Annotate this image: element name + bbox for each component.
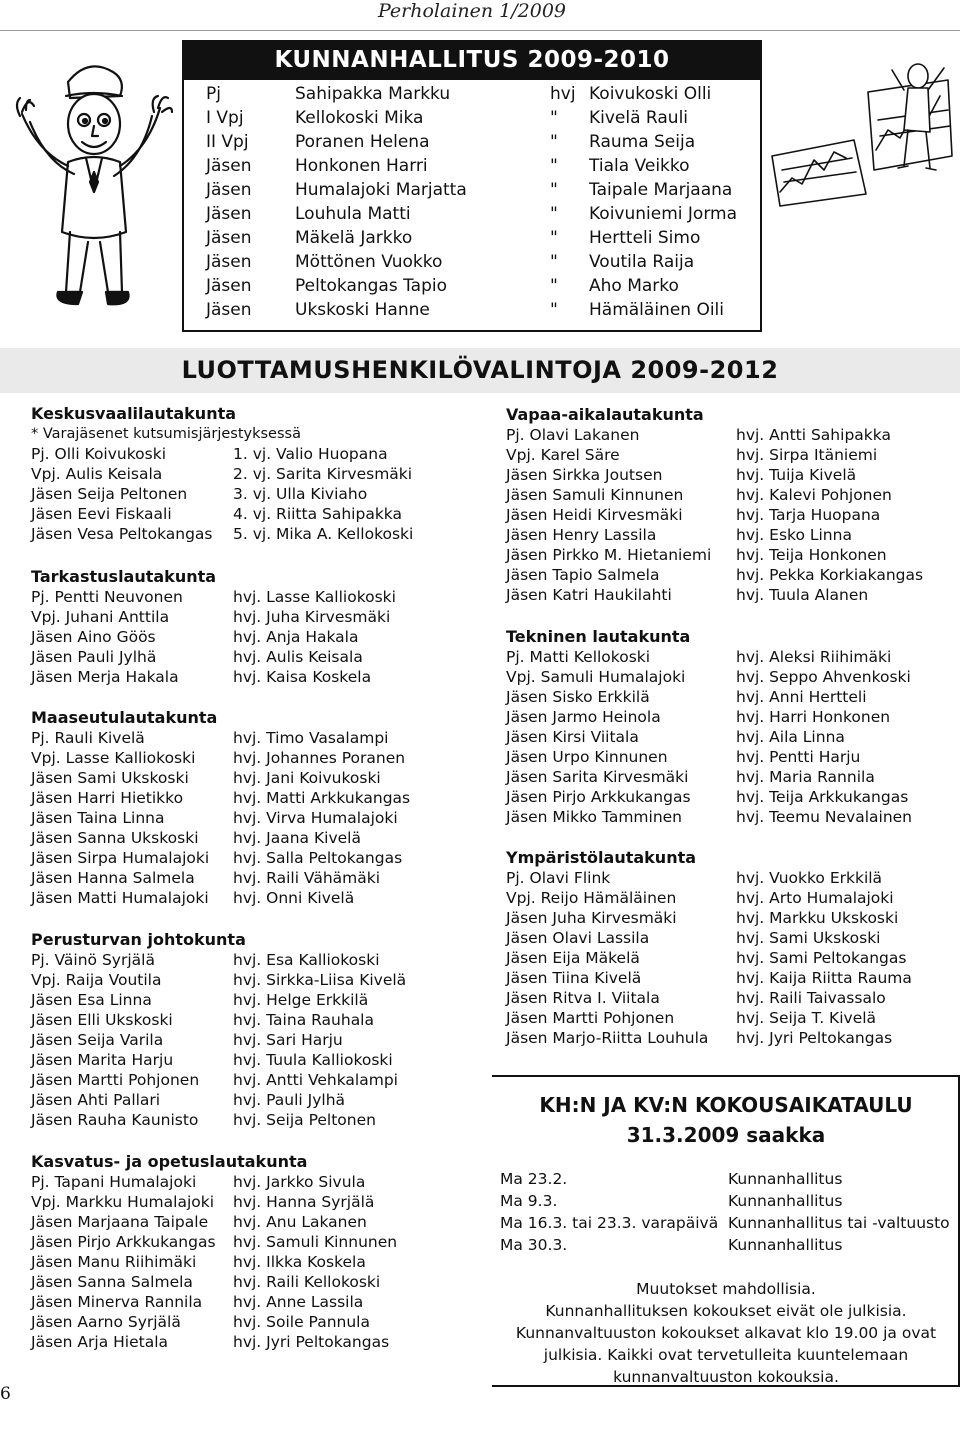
member: Vpj. Markku Humalajoki <box>31 1193 215 1211</box>
member-substitute: Kivelä Rauli <box>589 108 689 128</box>
committee-member-row <box>31 1172 491 1192</box>
committee-title: Tekninen lautakunta <box>506 627 691 646</box>
deputy: hvj. Sami Ukskoski <box>736 929 881 947</box>
member-name: Peltokangas Tapio <box>295 276 448 296</box>
committee-title: Maaseutulautakunta <box>31 708 218 727</box>
committee-member-row <box>506 727 956 747</box>
committee-member-row <box>506 888 956 908</box>
deputy: hvj. Aulis Keisala <box>233 648 363 666</box>
deputy: hvj. Jani Koivukoski <box>233 769 381 787</box>
deputy: hvj. Sami Peltokangas <box>736 949 907 967</box>
member: Pj. Pentti Neuvonen <box>31 588 183 606</box>
member-row <box>182 154 762 178</box>
schedule-date: Ma 16.3. tai 23.3. varapäivä <box>500 1214 719 1232</box>
member: Jäsen Sami Ukskoski <box>31 769 189 787</box>
committee-perusturvan-johtokunta <box>31 930 491 1130</box>
member-substitute: Taipale Marjaana <box>589 180 733 200</box>
publication-header: Perholainen 1/2009 <box>377 0 566 22</box>
member: Jäsen Eija Mäkelä <box>506 949 640 967</box>
schedule-note-line: Kunnanvaltuuston kokoukset alkavat klo 19.00 ja ovat <box>515 1324 937 1342</box>
committee-member-row <box>506 928 956 948</box>
committee-member-row <box>506 445 956 465</box>
member: Jäsen Esa Linna <box>31 991 152 1009</box>
deputy: hvj. Anne Lassila <box>233 1293 364 1311</box>
kunnanhallitus-title: KUNNANHALLITUS 2009-2010 <box>182 40 762 80</box>
deputy: hvj. Kalevi Pohjonen <box>736 486 892 504</box>
deputy: hvj. Tarja Huopana <box>736 506 881 524</box>
committee-member-row <box>31 1050 491 1070</box>
committee-member-row <box>506 1028 956 1048</box>
deputy: hvj. Anja Hakala <box>233 628 359 646</box>
committee-member-row <box>31 888 491 908</box>
committee-member-row <box>506 747 956 767</box>
member: Jäsen Tapio Salmela <box>506 566 660 584</box>
committee-member-row <box>31 728 491 748</box>
member: Jäsen Olavi Lassila <box>506 929 650 947</box>
member-substitute: Hämäläinen Oili <box>589 300 725 320</box>
committee-member-row <box>31 788 491 808</box>
committee-member-row <box>31 1090 491 1110</box>
member-hvj: " <box>550 276 558 296</box>
deputy: hvj. Jarkko Sivula <box>233 1173 366 1191</box>
committee-keskusvaalilautakunta <box>31 404 491 544</box>
committee-member-row <box>506 807 956 827</box>
committee-title: Perusturvan johtokunta <box>31 930 246 949</box>
member: Jäsen Seija Peltonen <box>31 485 188 503</box>
committee-tarkastuslautakunta <box>31 567 491 687</box>
schedule-note-line: julkisia. Kaikki ovat tervetulleita kuuntelemaan <box>543 1346 909 1364</box>
member: Jäsen Pirjo Arkkukangas <box>31 1233 216 1251</box>
deputy: hvj. Raili Vähämäki <box>233 869 381 887</box>
member: Jäsen Rauha Kaunisto <box>31 1111 199 1129</box>
schedule-note-line: Kunnanhallituksen kokoukset eivät ole julkisia. <box>545 1302 907 1320</box>
member: Jäsen Sanna Ukskoski <box>31 829 199 847</box>
member: Jäsen Jarmo Heinola <box>506 708 661 726</box>
schedule-body: Kunnanhallitus <box>728 1170 843 1188</box>
member-role: Jäsen <box>206 204 252 224</box>
member: Jäsen Elli Ukskoski <box>31 1011 173 1029</box>
committee-member-row <box>31 970 491 990</box>
committee-member-row <box>506 787 956 807</box>
committee-member-row <box>506 505 956 525</box>
committee-member-row <box>31 444 491 464</box>
member-hvj: " <box>550 228 558 248</box>
deputy: hvj. Johannes Poranen <box>233 749 406 767</box>
deputy: hvj. Maria Rannila <box>736 768 875 786</box>
schedule-row <box>500 1212 960 1234</box>
deputy: hvj. Sirkka-Liisa Kivelä <box>233 971 407 989</box>
member: Jäsen Kirsi Viitala <box>506 728 639 746</box>
member-name: Ukskoski Hanne <box>295 300 430 320</box>
member-role: Jäsen <box>206 300 252 320</box>
member: Vpj. Aulis Keisala <box>31 465 163 483</box>
schedule-body: Kunnanhallitus <box>728 1236 843 1254</box>
committee-member-row <box>31 748 491 768</box>
deputy: hvj. Onni Kivelä <box>233 889 355 907</box>
deputy: hvj. Timo Vasalampi <box>233 729 389 747</box>
schedule-row <box>500 1168 960 1190</box>
deputy: hvj. Tuija Kivelä <box>736 466 857 484</box>
member-hvj: hvj <box>550 84 576 104</box>
deputy: hvj. Sirpa Itäniemi <box>736 446 878 464</box>
committee-title: Kasvatus- ja opetuslautakunta <box>31 1152 308 1171</box>
schedule-title <box>492 1090 960 1150</box>
committee-member-row <box>31 647 491 667</box>
member: Jäsen Sarita Kirvesmäki <box>506 768 689 786</box>
cartoon-man-illustration <box>8 52 178 320</box>
committee-member-row <box>31 768 491 788</box>
committee-member-row <box>31 607 491 627</box>
page-number: 6 <box>0 1384 11 1404</box>
member-name: Humalajoki Marjatta <box>295 180 467 200</box>
member: Jäsen Pauli Jylhä <box>31 648 157 666</box>
member: Vpj. Juhani Anttila <box>31 608 170 626</box>
deputy: hvj. Teemu Nevalainen <box>736 808 913 826</box>
deputy: hvj. Aleksi Riihimäki <box>736 648 892 666</box>
member: Jäsen Harri Hietikko <box>31 789 184 807</box>
committee-member-row <box>31 808 491 828</box>
member-row <box>182 82 762 106</box>
member: Jäsen Marjo-Riitta Louhula <box>506 1029 709 1047</box>
committee-member-row <box>506 485 956 505</box>
committee-member-row <box>506 868 956 888</box>
member-hvj: " <box>550 252 558 272</box>
member: Pj. Rauli Kivelä <box>31 729 145 747</box>
member-hvj: " <box>550 108 558 128</box>
deputy: hvj. Aila Linna <box>736 728 845 746</box>
committee-member-row <box>506 968 956 988</box>
deputy: hvj. Antti Vehkalampi <box>233 1071 398 1089</box>
member: Jäsen Sirpa Humalajoki <box>31 849 210 867</box>
deputy: hvj. Kaisa Koskela <box>233 668 372 686</box>
committee-member-row <box>31 1010 491 1030</box>
deputy: hvj. Anu Lakanen <box>233 1213 367 1231</box>
deputy: hvj. Ilkka Koskela <box>233 1253 366 1271</box>
deputy: hvj. Soile Pannula <box>233 1313 370 1331</box>
member: Pj. Tapani Humalajoki <box>31 1173 197 1191</box>
deputy: hvj. Seppo Ahvenkoski <box>736 668 911 686</box>
member: Jäsen Martti Pohjonen <box>506 1009 675 1027</box>
member-role: II Vpj <box>206 132 249 152</box>
committee-member-row <box>31 1070 491 1090</box>
member: Jäsen Mikko Tamminen <box>506 808 683 826</box>
member-role: Jäsen <box>206 252 252 272</box>
schedule-body: Kunnanhallitus <box>728 1192 843 1210</box>
committee-member-row <box>31 828 491 848</box>
member-role: Jäsen <box>206 180 252 200</box>
member-substitute: Hertteli Simo <box>589 228 701 248</box>
schedule-notes <box>492 1278 960 1388</box>
committee-member-row <box>506 687 956 707</box>
member-name: Sahipakka Markku <box>295 84 451 104</box>
deputy: hvj. Pauli Jylhä <box>233 1091 346 1109</box>
committee-member-row <box>31 1212 491 1232</box>
member: Jäsen Pirkko M. Hietaniemi <box>506 546 712 564</box>
member: Vpj. Reijo Hämäläinen <box>506 889 677 907</box>
deputy: hvj. Seija Peltonen <box>233 1111 376 1129</box>
deputy: hvj. Jyri Peltokangas <box>233 1333 390 1351</box>
member-role: Jäsen <box>206 156 252 176</box>
member: Jäsen Manu Riihimäki <box>31 1253 197 1271</box>
member-name: Mäkelä Jarkko <box>295 228 413 248</box>
deputy: hvj. Anni Hertteli <box>736 688 867 706</box>
member: Pj. Väinö Syrjälä <box>31 951 155 969</box>
member: Vpj. Lasse Kalliokoski <box>31 749 196 767</box>
section-title: LUOTTAMUSHENKILÖVALINTOJA 2009-2012 <box>181 356 779 384</box>
deputy: 3. vj. Ulla Kiviaho <box>233 485 368 503</box>
member: Vpj. Samuli Humalajoki <box>506 668 686 686</box>
chart-man-illustration <box>768 60 956 210</box>
deputy: 4. vj. Riitta Sahipakka <box>233 505 402 523</box>
member-name: Möttönen Vuokko <box>295 252 443 272</box>
member-role: Jäsen <box>206 276 252 296</box>
member-row <box>182 226 762 250</box>
committee-member-row <box>506 667 956 687</box>
committee-note: * Varajäsenet kutsumisjärjestyksessä <box>31 426 301 442</box>
committee-ymparistolautakunta <box>506 848 956 1048</box>
deputy: hvj. Sari Harju <box>233 1031 343 1049</box>
member-role: Pj <box>206 84 221 104</box>
committee-tekninen-lautakunta <box>506 627 956 827</box>
deputy: hvj. Jyri Peltokangas <box>736 1029 893 1047</box>
committee-member-row <box>506 948 956 968</box>
member-row <box>182 106 762 130</box>
schedule-note-line: kunnanvaltuuston kokouksia. <box>613 1368 839 1386</box>
deputy: hvj. Hanna Syrjälä <box>233 1193 375 1211</box>
schedule-row <box>500 1190 960 1212</box>
deputy: hvj. Raili Kellokoski <box>233 1273 381 1291</box>
member-role: I Vpj <box>206 108 244 128</box>
deputy: hvj. Virva Humalajoki <box>233 809 398 827</box>
committee-member-row <box>31 990 491 1010</box>
member-name: Louhula Matti <box>295 204 411 224</box>
committee-member-row <box>31 1272 491 1292</box>
committee-member-row <box>31 504 491 524</box>
committee-member-row <box>506 545 956 565</box>
deputy: hvj. Harri Honkonen <box>736 708 891 726</box>
committee-kasvatus-ja-opetuslautakunta <box>31 1152 491 1352</box>
member-substitute: Koivuniemi Jorma <box>589 204 737 224</box>
committee-member-row <box>31 464 491 484</box>
member: Jäsen Ritva I. Viitala <box>506 989 660 1007</box>
schedule-row <box>500 1234 960 1256</box>
deputy: hvj. Markku Ukskoski <box>736 909 899 927</box>
deputy: hvj. Raili Taivassalo <box>736 989 886 1007</box>
member-substitute: Koivukoski Olli <box>589 84 712 104</box>
member: Jäsen Minerva Rannila <box>31 1293 203 1311</box>
member-substitute: Rauma Seija <box>589 132 696 152</box>
deputy: hvj. Vuokko Erkkilä <box>736 869 883 887</box>
member: Jäsen Urpo Kinnunen <box>506 748 668 766</box>
member: Vpj. Raija Voutila <box>31 971 162 989</box>
deputy: hvj. Teija Honkonen <box>736 546 887 564</box>
committee-member-row <box>31 1332 491 1352</box>
committee-member-row <box>31 524 491 544</box>
member: Jäsen Marjaana Taipale <box>31 1213 209 1231</box>
committee-member-row <box>506 565 956 585</box>
deputy: hvj. Kaija Riitta Rauma <box>736 969 912 987</box>
committee-member-row <box>31 868 491 888</box>
deputy: 5. vj. Mika A. Kellokoski <box>233 525 414 543</box>
deputy: hvj. Helge Erkkilä <box>233 991 369 1009</box>
deputy: hvj. Arto Humalajoki <box>736 889 894 907</box>
deputy: 1. vj. Valio Huopana <box>233 445 388 463</box>
committee-vapaa-aikalautakunta <box>506 405 956 605</box>
member: Jäsen Taina Linna <box>31 809 165 827</box>
member-row <box>182 274 762 298</box>
member: Jäsen Sisko Erkkilä <box>506 688 650 706</box>
member: Jäsen Heidi Kirvesmäki <box>506 506 683 524</box>
member: Jäsen Marita Harju <box>31 1051 174 1069</box>
member-name: Honkonen Harri <box>295 156 428 176</box>
committee-member-row <box>506 585 956 605</box>
committee-member-row <box>31 1252 491 1272</box>
schedule-title-line1: KH:N JA KV:N KOKOUSAIKATAULU <box>539 1093 913 1117</box>
member-row <box>182 250 762 274</box>
member-row <box>182 202 762 226</box>
deputy: hvj. Esa Kalliokoski <box>233 951 380 969</box>
committee-member-row <box>31 627 491 647</box>
deputy: hvj. Teija Arkkukangas <box>736 788 909 806</box>
member: Jäsen Matti Humalajoki <box>31 889 209 907</box>
deputy: 2. vj. Sarita Kirvesmäki <box>233 465 413 483</box>
schedule-date: Ma 9.3. <box>500 1192 558 1210</box>
member-hvj: " <box>550 156 558 176</box>
deputy: hvj. Taina Rauhala <box>233 1011 374 1029</box>
member-substitute: Voutila Raija <box>589 252 695 272</box>
committee-member-row <box>506 525 956 545</box>
member: Jäsen Samuli Kinnunen <box>506 486 684 504</box>
committee-member-row <box>31 1192 491 1212</box>
member: Jäsen Arja Hietala <box>31 1333 169 1351</box>
committee-member-row <box>31 484 491 504</box>
committee-title: Ympäristölautakunta <box>506 848 697 867</box>
committee-title: Keskusvaalilautakunta <box>31 404 237 423</box>
member-row <box>182 298 762 322</box>
committee-member-row <box>31 1232 491 1252</box>
member: Jäsen Merja Hakala <box>31 668 179 686</box>
committee-member-row <box>31 1110 491 1130</box>
committee-maaseutulautakunta <box>31 708 491 908</box>
member-row <box>182 130 762 154</box>
deputy: hvj. Lasse Kalliokoski <box>233 588 396 606</box>
committee-member-row <box>31 587 491 607</box>
member: Vpj. Karel Säre <box>506 446 620 464</box>
deputy: hvj. Seija T. Kivelä <box>736 1009 877 1027</box>
member: Jäsen Aarno Syrjälä <box>31 1313 181 1331</box>
deputy: hvj. Juha Kirvesmäki <box>233 608 391 626</box>
deputy: hvj. Tuula Alanen <box>736 586 869 604</box>
member: Jäsen Katri Haukilahti <box>506 586 672 604</box>
committee-member-row <box>506 465 956 485</box>
member: Pj. Olavi Lakanen <box>506 426 640 444</box>
member-substitute: Aho Marko <box>589 276 679 296</box>
deputy: hvj. Antti Sahipakka <box>736 426 891 444</box>
member: Jäsen Sirkka Joutsen <box>506 466 663 484</box>
member: Jäsen Pirjo Arkkukangas <box>506 788 691 806</box>
deputy: hvj. Pentti Harju <box>736 748 861 766</box>
committee-member-row <box>506 647 956 667</box>
member: Jäsen Tiina Kivelä <box>506 969 642 987</box>
committee-member-row <box>31 1312 491 1332</box>
committee-member-row <box>506 767 956 787</box>
schedule-note-line: Muutokset mahdollisia. <box>636 1280 816 1298</box>
member: Jäsen Seija Varila <box>31 1031 164 1049</box>
member: Jäsen Ahti Pallari <box>31 1091 161 1109</box>
header-rule <box>0 30 960 31</box>
member-role: Jäsen <box>206 228 252 248</box>
committee-member-row <box>31 950 491 970</box>
committee-member-row <box>31 848 491 868</box>
deputy: hvj. Jaana Kivelä <box>233 829 361 847</box>
member: Jäsen Juha Kirvesmäki <box>506 909 677 927</box>
schedule-title-line2: 31.3.2009 saakka <box>626 1123 826 1147</box>
member: Jäsen Martti Pohjonen <box>31 1071 200 1089</box>
committee-title: Vapaa-aikalautakunta <box>506 405 704 424</box>
schedule-date: Ma 30.3. <box>500 1236 568 1254</box>
deputy: hvj. Salla Peltokangas <box>233 849 403 867</box>
committee-member-row <box>31 1292 491 1312</box>
committee-member-row <box>506 1008 956 1028</box>
member-hvj: " <box>550 132 558 152</box>
member-hvj: " <box>550 180 558 200</box>
committee-member-row <box>31 667 491 687</box>
member: Jäsen Hanna Salmela <box>31 869 195 887</box>
member: Jäsen Vesa Peltokangas <box>31 525 213 543</box>
member-row <box>182 178 762 202</box>
schedule-body: Kunnanhallitus tai -valtuusto <box>728 1214 950 1232</box>
member-name: Poranen Helena <box>295 132 430 152</box>
committee-title: Tarkastuslautakunta <box>31 567 217 586</box>
deputy: hvj. Tuula Kalliokoski <box>233 1051 393 1069</box>
member: Pj. Matti Kellokoski <box>506 648 651 666</box>
deputy: hvj. Samuli Kinnunen <box>233 1233 398 1251</box>
member-hvj: " <box>550 300 558 320</box>
member-substitute: Tiala Veikko <box>589 156 690 176</box>
deputy: hvj. Matti Arkkukangas <box>233 789 411 807</box>
member-name: Kellokoski Mika <box>295 108 424 128</box>
committee-member-row <box>506 707 956 727</box>
committee-member-row <box>506 908 956 928</box>
committee-member-row <box>506 425 956 445</box>
member: Jäsen Henry Lassila <box>506 526 657 544</box>
member: Jäsen Aino Göös <box>31 628 156 646</box>
committee-member-row <box>506 988 956 1008</box>
schedule-date: Ma 23.2. <box>500 1170 568 1188</box>
member: Pj. Olli Koivukoski <box>31 445 166 463</box>
member: Pj. Olavi Flink <box>506 869 611 887</box>
deputy: hvj. Pekka Korkiakangas <box>736 566 924 584</box>
deputy: hvj. Esko Linna <box>736 526 852 544</box>
member: Jäsen Sanna Salmela <box>31 1273 193 1291</box>
committee-member-row <box>31 1030 491 1050</box>
member: Jäsen Eevi Fiskaali <box>31 505 172 523</box>
member-hvj: " <box>550 204 558 224</box>
